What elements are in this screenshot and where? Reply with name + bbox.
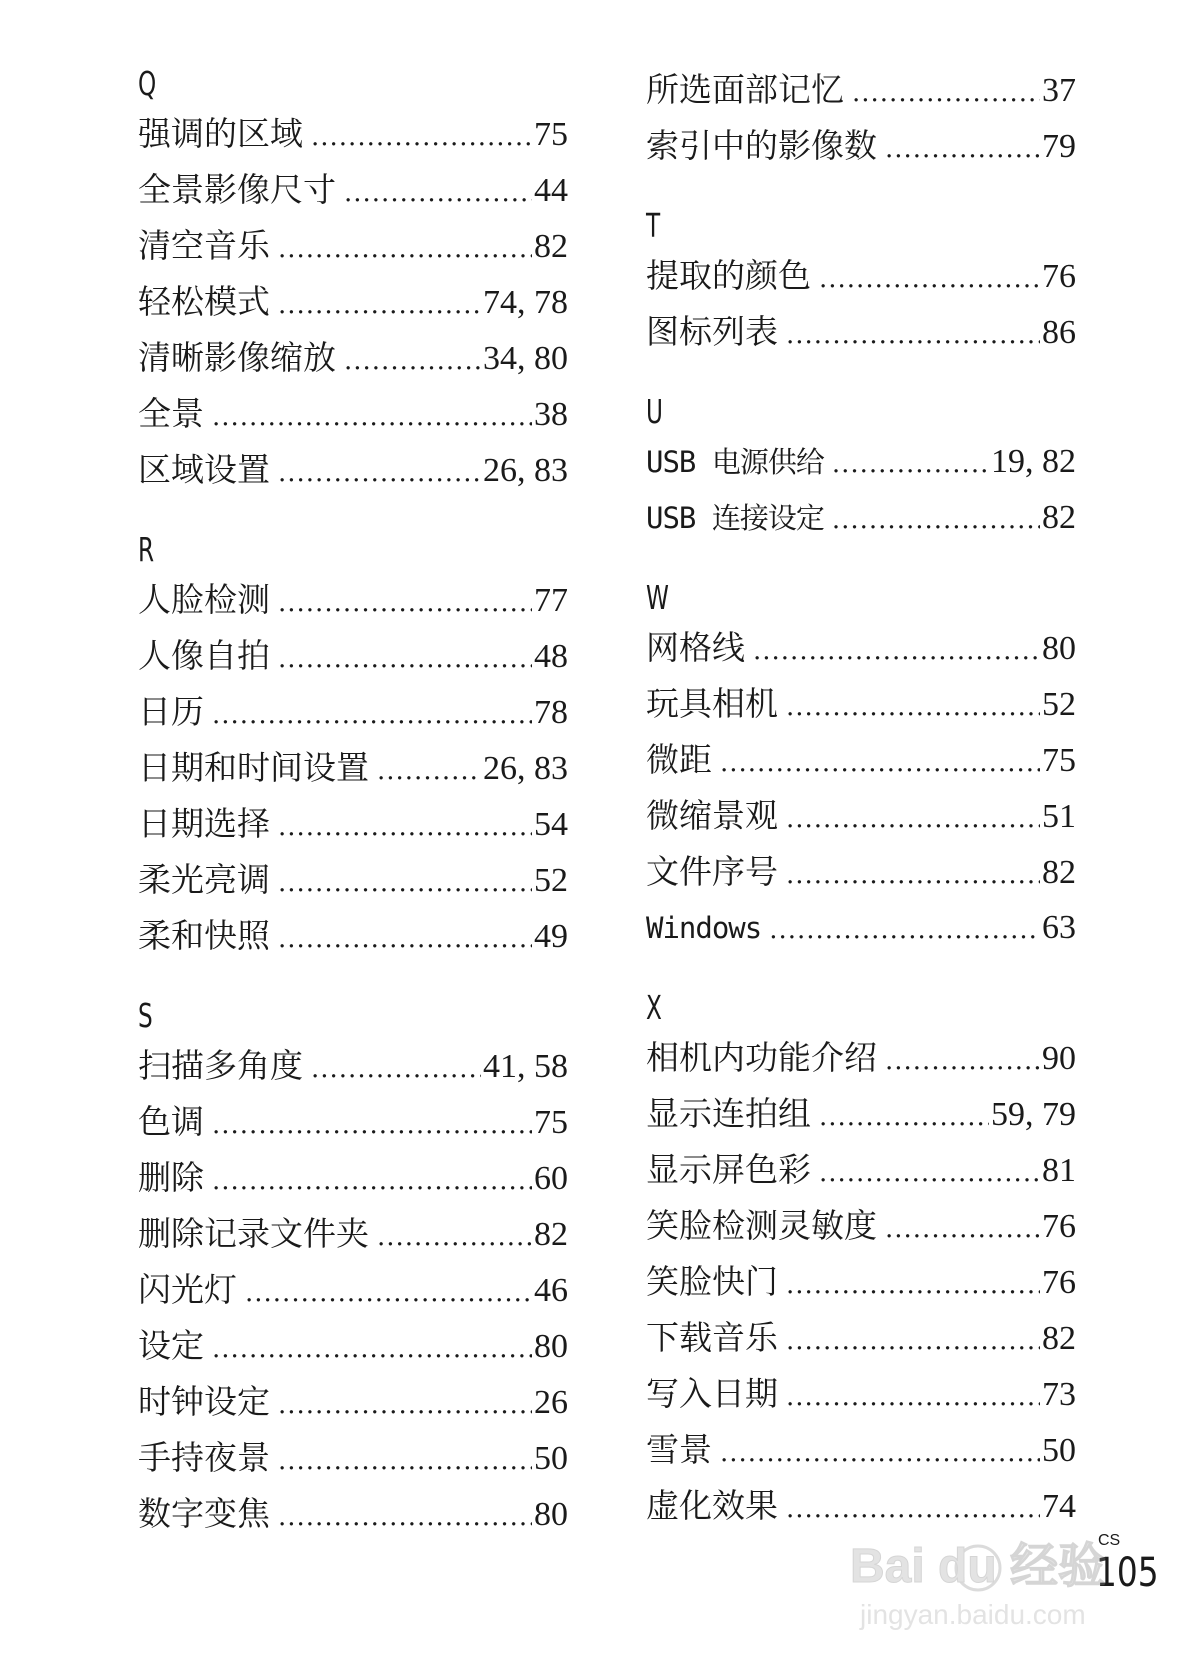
index-entry (138, 1262, 568, 1318)
index-entry (138, 628, 568, 684)
entry-term: 日历 (138, 692, 204, 731)
dot-leader (278, 221, 532, 277)
dot-leader (786, 847, 1040, 903)
language-code: CS (1098, 1532, 1121, 1549)
entry-term: 时钟设定 (138, 1382, 270, 1421)
entry-page: 73 (1042, 1376, 1076, 1413)
watermark-brand: Bai du 经验 (850, 1540, 1107, 1593)
dot-leader (278, 911, 532, 967)
index-entry (646, 1254, 1076, 1310)
dot-leader (819, 1145, 1040, 1201)
entry-term: 柔光亮调 (138, 860, 270, 899)
index-entry (138, 1318, 568, 1374)
entry-page: 82 (1042, 499, 1076, 536)
index-entry (646, 248, 1076, 304)
entry-page: 78 (534, 694, 568, 731)
entry-term: 文件序号 (646, 852, 778, 891)
entry-term: 虚化效果 (646, 1486, 778, 1525)
dot-leader (278, 277, 481, 333)
entry-page: 76 (1042, 258, 1076, 295)
entry-term: 日期和时间设置 (138, 748, 369, 787)
page-number: 105 (1096, 1550, 1159, 1596)
entry-page: 26, 83 (483, 452, 568, 489)
index-entry (138, 572, 568, 628)
index-entry (646, 434, 1076, 490)
entry-page: 19, 82 (991, 443, 1076, 480)
entry-term: 提取的颜色 (646, 256, 811, 295)
entry-page: 74 (1042, 1488, 1076, 1525)
index-entry (646, 118, 1076, 174)
dot-leader (278, 575, 532, 631)
entry-term: 索引中的影像数 (646, 126, 877, 165)
index-entry (646, 1366, 1076, 1422)
entry-term: 人脸检测 (138, 580, 270, 619)
dot-leader (786, 1257, 1040, 1313)
dot-leader (852, 65, 1040, 121)
entry-page: 76 (1042, 1264, 1076, 1301)
index-entry (138, 442, 568, 498)
entry-term: 相机内功能介绍 (646, 1038, 877, 1077)
entry-page: 76 (1042, 1208, 1076, 1245)
entry-page: 26 (534, 1384, 568, 1421)
index-entry (646, 1086, 1076, 1142)
dot-leader (278, 1433, 532, 1489)
dot-leader (885, 1033, 1040, 1089)
entry-term: 笑脸检测灵敏度 (646, 1206, 877, 1245)
entry-term: 显示屏色彩 (646, 1150, 811, 1189)
section-letter: Q (138, 64, 157, 103)
index-section (138, 528, 568, 964)
section-letter: U (646, 392, 663, 431)
index-section (138, 62, 568, 498)
entry-term: 写入日期 (646, 1374, 778, 1413)
entry-page: 77 (534, 582, 568, 619)
index-entry (138, 684, 568, 740)
entry-term: 删除记录文件夹 (138, 1214, 369, 1253)
entry-page: 48 (534, 638, 568, 675)
baidu-jingyan-watermark (850, 1520, 1150, 1670)
entry-term: 笑脸快门 (646, 1262, 778, 1301)
entry-page: 82 (534, 1216, 568, 1253)
entry-term: 扫描多角度 (138, 1046, 303, 1085)
dot-leader (753, 623, 1040, 679)
index-column-right (646, 62, 1076, 1564)
index-section (646, 204, 1076, 360)
entry-term: 网格线 (646, 628, 745, 667)
dot-leader (819, 1089, 989, 1145)
entry-page: 81 (1042, 1152, 1076, 1189)
dot-leader (278, 1377, 532, 1433)
section-letter: W (646, 578, 669, 617)
dot-leader (720, 735, 1040, 791)
watermark-url: jingyan.baidu.com (860, 1599, 1086, 1630)
dot-leader (786, 1369, 1040, 1425)
index-entry (138, 274, 568, 330)
entry-page: 54 (534, 806, 568, 843)
dot-leader (278, 631, 532, 687)
section-letter: T (646, 206, 661, 245)
dot-leader (377, 743, 481, 799)
entry-page: 52 (534, 862, 568, 899)
entry-term: 玩具相机 (646, 684, 778, 723)
dot-leader (786, 679, 1040, 735)
index-entry (646, 620, 1076, 676)
dot-leader (720, 1425, 1040, 1481)
dot-leader (278, 855, 532, 911)
entry-term: 强调的区域 (138, 114, 303, 153)
index-section (646, 62, 1076, 174)
entry-term: 下载音乐 (646, 1318, 778, 1357)
dot-leader (832, 436, 989, 492)
entry-term: 所选面部记忆 (646, 70, 844, 109)
entry-term: Windows (646, 911, 762, 945)
entry-term: 色调 (138, 1102, 204, 1141)
entry-term: 区域设置 (138, 450, 270, 489)
index-entry (138, 386, 568, 442)
index-entry (646, 732, 1076, 788)
index-entry (138, 852, 568, 908)
entry-page: 38 (534, 396, 568, 433)
dot-leader (278, 1489, 532, 1545)
entry-page: 90 (1042, 1040, 1076, 1077)
entry-term: 清晰影像缩放 (138, 338, 336, 377)
index-entry (646, 900, 1076, 956)
index-section (646, 390, 1076, 546)
entry-term: 清空音乐 (138, 226, 270, 265)
dot-leader (212, 1321, 532, 1377)
index-entry (138, 330, 568, 386)
entry-page: 80 (534, 1328, 568, 1365)
index-entry (138, 106, 568, 162)
entry-page: 34, 80 (483, 340, 568, 377)
section-letter: S (138, 996, 153, 1035)
index-entry (138, 796, 568, 852)
dot-leader (278, 445, 481, 501)
dot-leader (786, 791, 1040, 847)
dot-leader (344, 165, 532, 221)
entry-term: 微缩景观 (646, 796, 778, 835)
entry-page: 82 (534, 228, 568, 265)
index-entry (646, 490, 1076, 546)
index-entry (138, 1150, 568, 1206)
dot-leader (278, 799, 532, 855)
entry-page: 46 (534, 1272, 568, 1309)
entry-term: 雪景 (646, 1430, 712, 1469)
entry-page: 80 (1042, 630, 1076, 667)
dot-leader (885, 1201, 1040, 1257)
entry-page: 51 (1042, 798, 1076, 835)
entry-page: 63 (1042, 909, 1076, 946)
entry-page: 74, 78 (483, 284, 568, 321)
index-entry (138, 218, 568, 274)
index-entry (138, 1486, 568, 1542)
index-entry (138, 1430, 568, 1486)
entry-page: 52 (1042, 686, 1076, 723)
dot-leader (212, 1153, 532, 1209)
entry-page: 75 (534, 116, 568, 153)
index-entry (646, 788, 1076, 844)
dot-leader (311, 1041, 481, 1097)
index-entry (646, 676, 1076, 732)
dot-leader (212, 389, 532, 445)
index-entry (646, 1310, 1076, 1366)
section-letter: X (646, 988, 662, 1027)
index-entry (138, 1094, 568, 1150)
index-entry (138, 1038, 568, 1094)
entry-term: 图标列表 (646, 312, 778, 351)
index-entry (646, 304, 1076, 360)
dot-leader (212, 1097, 532, 1153)
dot-leader (885, 121, 1040, 177)
dot-leader (769, 902, 1040, 958)
entry-term: USB 连接设定 (646, 501, 824, 535)
index-entry (138, 740, 568, 796)
index-entry (646, 1198, 1076, 1254)
entry-page: 82 (1042, 854, 1076, 891)
index-section (138, 994, 568, 1542)
dot-leader (786, 307, 1040, 363)
entry-term: 全景 (138, 394, 204, 433)
entry-term: 轻松模式 (138, 282, 270, 321)
entry-term: USB 电源供给 (646, 445, 824, 479)
index-section (646, 986, 1076, 1534)
entry-page: 41, 58 (483, 1048, 568, 1085)
index-entry (138, 1374, 568, 1430)
dot-leader (819, 251, 1040, 307)
entry-term: 手持夜景 (138, 1438, 270, 1477)
index-entry (138, 908, 568, 964)
entry-page: 80 (534, 1496, 568, 1533)
entry-term: 微距 (646, 740, 712, 779)
dot-leader (245, 1265, 532, 1321)
section-letter: R (138, 530, 155, 569)
entry-page: 49 (534, 918, 568, 955)
entry-term: 数字变焦 (138, 1494, 270, 1533)
entry-term: 设定 (138, 1326, 204, 1365)
index-entry (646, 1142, 1076, 1198)
entry-page: 59, 79 (991, 1096, 1076, 1133)
entry-term: 日期选择 (138, 804, 270, 843)
entry-page: 50 (534, 1440, 568, 1477)
index-entry (138, 1206, 568, 1262)
entry-page: 86 (1042, 314, 1076, 351)
index-section (646, 576, 1076, 956)
entry-page: 60 (534, 1160, 568, 1197)
entry-page: 75 (534, 1104, 568, 1141)
index-column-left (138, 62, 568, 1572)
entry-page: 50 (1042, 1432, 1076, 1469)
entry-page: 37 (1042, 72, 1076, 109)
dot-leader (212, 687, 532, 743)
index-entry (646, 1422, 1076, 1478)
entry-term: 全景影像尺寸 (138, 170, 336, 209)
entry-page: 82 (1042, 1320, 1076, 1357)
entry-term: 闪光灯 (138, 1270, 237, 1309)
index-entry (138, 162, 568, 218)
entry-page: 26, 83 (483, 750, 568, 787)
dot-leader (344, 333, 481, 389)
index-entry (646, 1030, 1076, 1086)
dot-leader (832, 492, 1040, 548)
entry-page: 44 (534, 172, 568, 209)
dot-leader (311, 109, 532, 165)
entry-term: 删除 (138, 1158, 204, 1197)
dot-leader (786, 1313, 1040, 1369)
index-entry (646, 844, 1076, 900)
entry-page: 75 (1042, 742, 1076, 779)
entry-term: 柔和快照 (138, 916, 270, 955)
entry-term: 显示连拍组 (646, 1094, 811, 1133)
dot-leader (377, 1209, 532, 1265)
entry-term: 人像自拍 (138, 636, 270, 675)
entry-page: 79 (1042, 128, 1076, 165)
index-entry (646, 62, 1076, 118)
